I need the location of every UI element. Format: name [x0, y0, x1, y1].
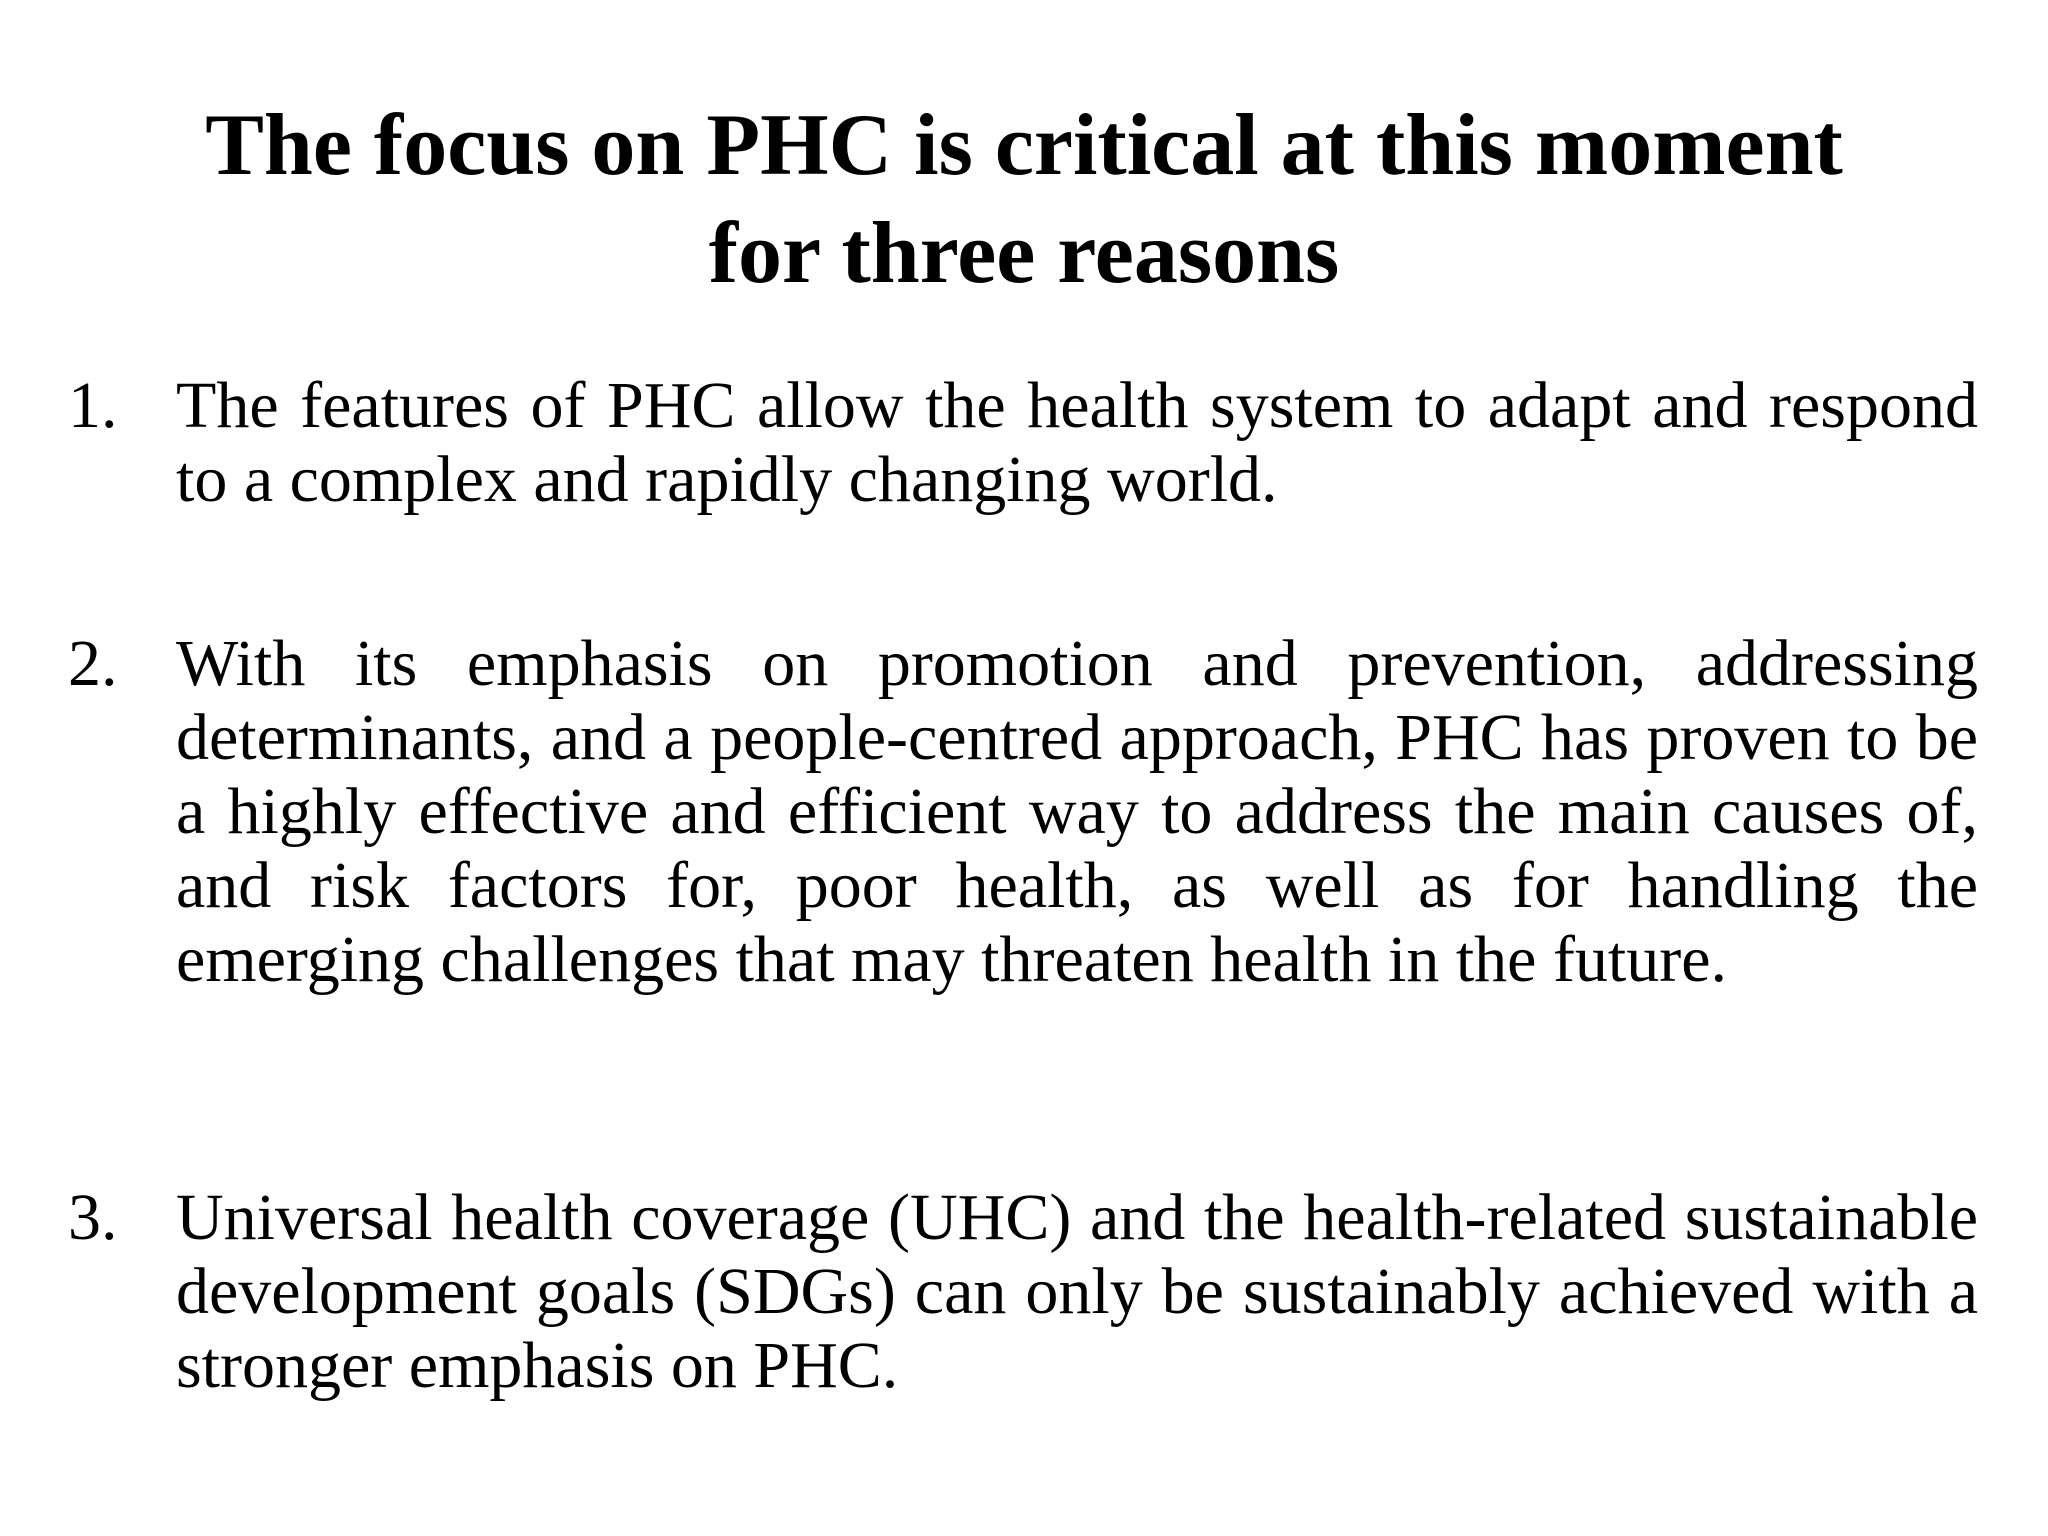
list-item-number: 2. [68, 627, 118, 700]
list-item-number: 3. [68, 1181, 118, 1254]
list-item-text: With its emphasis on promotion and prevention, addressing determinants, and a people-centred approach, PHC has proven to be a highly effective and efficient way to address the main causes of, and risk factors for, poor health, as well as for handling the emerging challenges that may threaten health in the future. [176, 627, 1978, 996]
slide-title-line-1: The focus on PHC is critical at this moment [205, 97, 1843, 194]
list-item [68, 1181, 1978, 1403]
list-item [68, 627, 1978, 997]
list-item [68, 369, 1978, 517]
list-item-text: Universal health coverage (UHC) and the health-related sustainable development goals (SDGs) can only be sustainably achieved with a stronger emphasis on PHC. [176, 1181, 1978, 1402]
slide-title [100, 92, 1948, 308]
slide-title-line-2: for three reasons [708, 205, 1340, 302]
list-item-text: The features of PHC allow the health system to adapt and respond to a complex and rapidly changing world. [176, 369, 1978, 516]
list-item-number: 1. [68, 369, 118, 442]
